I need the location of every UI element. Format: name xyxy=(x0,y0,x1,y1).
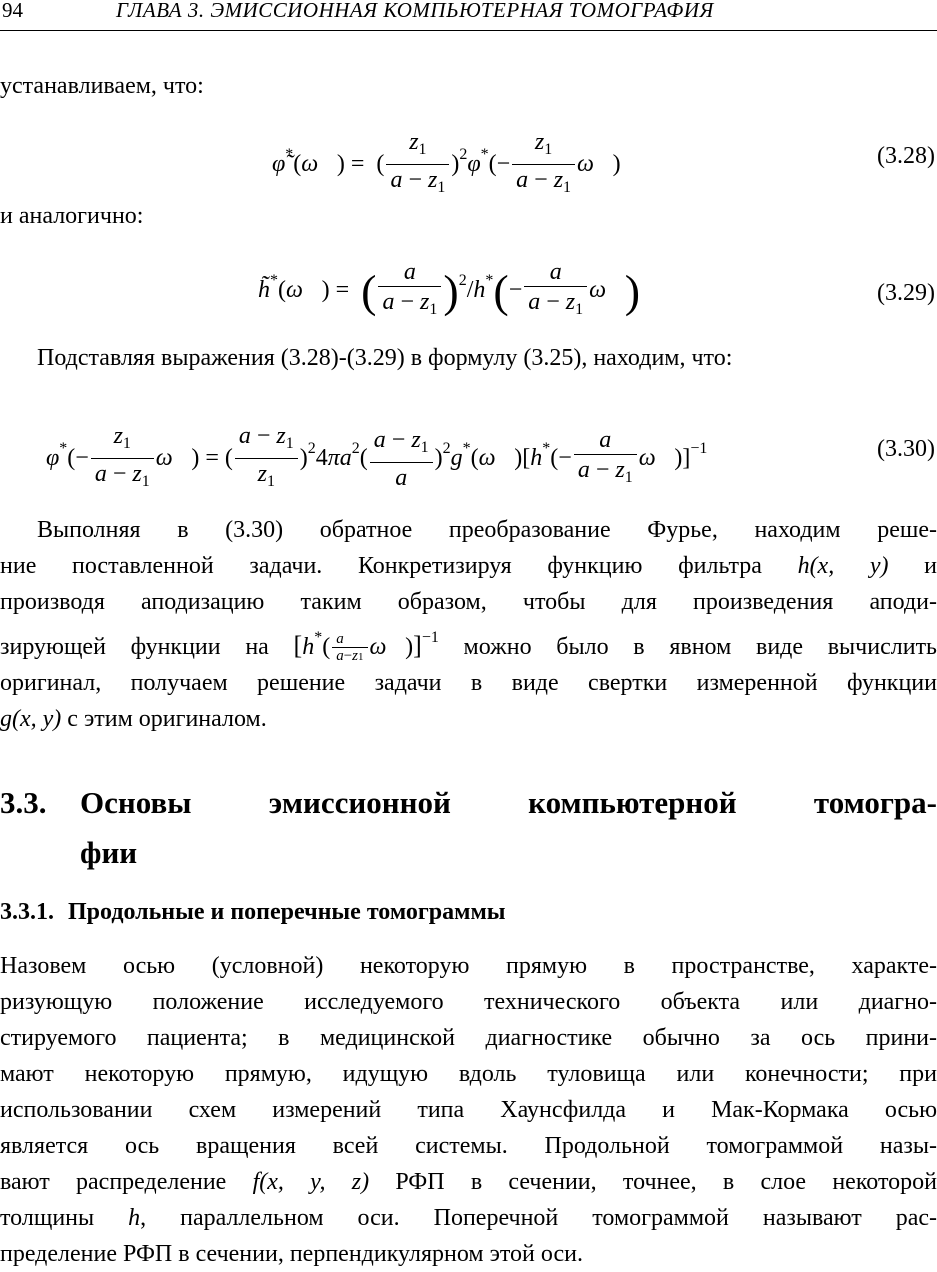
fourier-line-6: g(x, y) с этим оригиналом. xyxy=(0,706,267,733)
body-line-9: пределение РФП в сечении, перпендикулярном этой оси. xyxy=(0,1241,583,1267)
fourier-line-3: производя аподизацию таким образом, чтобы для произведения аподи- xyxy=(0,589,937,615)
equation-number-3-28: (3.28) xyxy=(877,143,935,169)
body-line-5: использовании схем измерений типа Хаунсфилда и Мак-Кормака осью xyxy=(0,1097,937,1123)
paragraph-fourier xyxy=(0,512,937,737)
subsection-number: 3.3.1. xyxy=(0,899,54,925)
running-title: ГЛАВА 3. ЭМИССИОННАЯ КОМПЬЮТЕРНАЯ ТОМОГРАФИЯ xyxy=(116,0,714,22)
equation-3-28 xyxy=(0,128,937,200)
fourier-line-2: ние поставленной задачи. Конкретизируя функцию фильтра h(x, y) и xyxy=(0,553,937,579)
section-title-line-2: фии xyxy=(80,835,138,870)
fourier-line-4: зирующей функции на [h*( $\frac{a}{a-z1}$ ω⃗)]$^{-1}$ можно было в явном виде вычислить xyxy=(0,629,937,665)
equation-3-29-body: h̃*(ω⃗) = ( $\frac{a}{a - z_1}$ )$^2$/h*(− $\frac{a}{a - z_1}$ ω⃗) xyxy=(258,259,641,318)
fourier-line-1: Выполняя в (3.30) обратное преобразование Фурье, находим реше- xyxy=(37,517,937,543)
fourier-line-5: оригинал, получаем решение задачи в виде свертки измеренной функции xyxy=(0,670,937,697)
page-number: 94 xyxy=(2,0,23,22)
body-line-1: Назовем осью (условной) некоторую прямую в пространстве, характе- xyxy=(0,953,937,979)
section-title-line-1: Основы эмиссионной компьютерной томогра- xyxy=(80,785,937,820)
paragraph-analog: и аналогично: xyxy=(0,203,144,229)
body-line-6: является ось вращения всей системы. Продольной томограммой назы- xyxy=(0,1133,937,1159)
equation-number-3-29: (3.29) xyxy=(877,280,935,306)
equation-3-30 xyxy=(0,422,937,494)
equation-3-30-body: φ*(− $\frac{z_1}{a - z_1}$ ω⃗) = ( $\frac{a - z_1}{z_1}$ )$^24\pi a^2$( $\frac{a - z_1}{a}$ )$^2$g*(ω⃗)[h*(− $\frac{a}{a - z_1}$ ω⃗)]$^{-1}$ xyxy=(46,423,708,491)
subsection-heading xyxy=(0,895,506,929)
body-line-2: ризующую положение исследуемого технического объекта или диагно- xyxy=(0,989,937,1015)
section-heading xyxy=(0,778,937,878)
equation-3-28-body: φ̃*(ω⃗) = ( $\frac{z_1}{a - z_1}$ )$^2$φ*(− $\frac{z_1}{a - z_1}$ ω⃗) xyxy=(272,129,621,196)
paragraph-body xyxy=(0,948,937,1272)
paragraph-intro: устанавливаем, что: xyxy=(0,73,204,99)
paragraph-substitute: Подставляя выражения (3.28)-(3.29) в формулу (3.25), находим, что: xyxy=(37,345,733,371)
equation-number-3-30: (3.30) xyxy=(877,436,935,462)
section-number: 3.3. xyxy=(0,785,47,820)
body-line-8: толщины h, параллельном оси. Поперечной томограммой называют рас- xyxy=(0,1205,937,1231)
equation-3-29 xyxy=(0,258,937,334)
body-line-3: стируемого пациента; в медицинской диагностике обычно за ось прини- xyxy=(0,1025,937,1051)
running-header xyxy=(0,0,937,31)
body-line-7: вают распределение f(x, y, z) РФП в сечении, точнее, в слое некоторой xyxy=(0,1169,937,1195)
subsection-title: Продольные и поперечные томограммы xyxy=(68,899,506,925)
body-line-4: мают некоторую прямую, идущую вдоль туловища или конечности; при xyxy=(0,1061,937,1087)
